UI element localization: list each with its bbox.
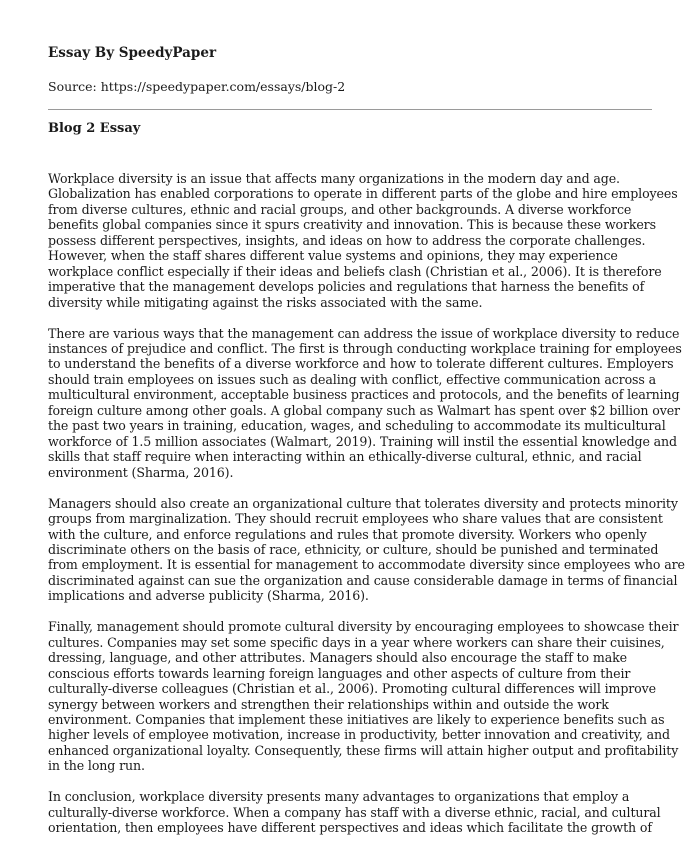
text-line: synergy between workers and strengthen their relationships within and outside the work	[48, 696, 609, 712]
text-line: higher levels of employee motivation, increase in productivity, better innovation and creativity, and	[48, 727, 670, 743]
text-line: cultures. Companies may set some specific days in a year where workers can share their cuisines,	[48, 634, 665, 650]
text-line: environment (Sharma, 2016).	[48, 464, 234, 480]
text-line: benefits global companies since it spurs creativity and innovation. This is because these workers	[48, 217, 656, 233]
text-line: should train employees on issues such as dealing with conflict, effective communication across a	[48, 371, 656, 387]
text-line: culturally-diverse colleagues (Christian et al., 2006). Promoting cultural differences will improve	[48, 681, 656, 697]
source-link[interactable]: Source: https://speedypaper.com/essays/blog-2	[48, 79, 346, 94]
text-line: Workplace diversity is an issue that affects many organizations in the modern day and age.	[48, 171, 620, 186]
text-line: orientation, then employees have different perspectives and ideas which facilitate the growth of	[48, 820, 652, 836]
paragraph-1	[48, 171, 678, 310]
paragraph-3	[48, 495, 685, 604]
text-line: multicultural environment, acceptable business practices and protocols, and the benefits of learning	[48, 387, 680, 403]
text-line: Finally, management should promote cultural diversity by encouraging employees to showcase their	[48, 619, 679, 635]
text-line: possess different perspectives, insights, and ideas on how to address the corporate challenges.	[48, 232, 646, 248]
text-line: diversity while mitigating against the risks associated with the same.	[48, 294, 483, 310]
text-line: Managers should also create an organizational culture that tolerates diversity and protects minority	[48, 495, 678, 511]
text-line: discriminated against can sue the organization and cause considerable damage in terms of financial	[48, 572, 678, 588]
text-line: discriminate others on the basis of race, ethnicity, or culture, should be punished and terminated	[48, 541, 659, 557]
text-line: from diverse cultures, ethnic and racial groups, and other backgrounds. A diverse workforce	[48, 201, 632, 217]
text-line: to understand the benefits of a diverse workforce and how to tolerate different cultures. Employers	[48, 356, 674, 372]
header-divider	[48, 109, 652, 110]
text-line: workforce of 1.5 million associates (Walmart, 2019). Training will instil the essential knowledge and	[48, 433, 677, 449]
text-line: implications and adverse publicity (Sharma, 2016).	[48, 588, 369, 604]
text-line: workplace conflict especially if their ideas and beliefs clash (Christian et al., 2006). It is therefore	[48, 263, 662, 279]
text-line: foreign culture among other goals. A global company such as Walmart has spent over $2 billion over	[48, 402, 680, 418]
text-line: from employment. It is essential for management to accommodate diversity since employees who are	[48, 557, 685, 573]
essay-title: Blog 2 Essay	[48, 121, 141, 136]
text-line: dressing, language, and other attributes. Managers should also encourage the staff to make	[48, 650, 627, 666]
text-line: in the long run.	[48, 758, 145, 774]
text-line: In conclusion, workplace diversity presents many advantages to organizations that employ a	[48, 789, 630, 805]
text-line: conscious efforts towards learning foreign languages and other aspects of culture from their	[48, 665, 631, 681]
text-line: instances of prejudice and conflict. The first is through conducting workplace training for employees	[48, 341, 682, 357]
text-line: the past two years in training, education, wages, and scheduling to accommodate its multicultural	[48, 418, 666, 434]
text-line: There are various ways that the management can address the issue of workplace diversity to reduce	[48, 325, 680, 341]
text-line: enhanced organizational loyalty. Consequently, these firms will attain higher output and profitability	[48, 742, 679, 758]
text-line: However, when the staff shares different value systems and opinions, they may experience	[48, 248, 618, 264]
text-line: environment. Companies that implement these initiatives are likely to experience benefits such as	[48, 712, 665, 727]
essay-provider-title: Essay By SpeedyPaper	[48, 45, 217, 61]
text-line: culturally-diverse workforce. When a company has staff with a diverse ethnic, racial, and cultural	[48, 804, 661, 820]
paragraph-4	[48, 619, 679, 774]
paragraph-2	[48, 325, 682, 481]
text-line: imperative that the management develops policies and regulations that harness the benefits of	[48, 279, 645, 295]
text-line: with the culture, and enforce regulations and rules that promote diversity. Workers who openly	[48, 526, 647, 542]
paragraph-5	[48, 789, 661, 836]
text-line: Globalization has enabled corporations to operate in different parts of the globe and hire employees	[48, 186, 678, 202]
text-line: groups from marginalization. They should recruit employees who share values that are consistent	[48, 511, 663, 527]
text-line: skills that staff require when interacting within an ethically-diverse cultural, ethnic, and racial	[48, 449, 642, 465]
essay-body	[48, 171, 685, 850]
